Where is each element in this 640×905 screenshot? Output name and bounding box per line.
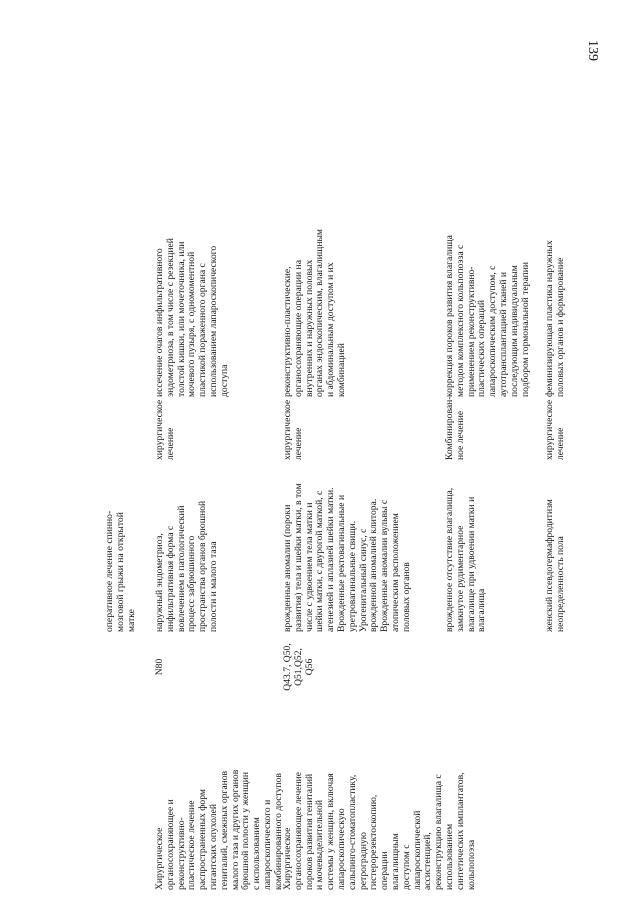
cell-diagnosis: врожденное отсутствие влагалища, замкнутое рудиментарное влагалище при удвоении матки и влагалища — [444, 487, 488, 632]
cell-diagnosis: оперативное лечение спинно- мозговой грыжи на открытой матке — [104, 510, 137, 632]
page-number: 139 — [585, 40, 600, 61]
cell-treatment-method: феминизирующая пластика наружных половых органов и формирование — [544, 240, 566, 397]
rotated-table — [105, 100, 615, 890]
cell-treatment-type: хирургическое лечение — [282, 399, 304, 460]
cell-diagnosis: наружный эндометриоз, инфильтративная форма с вовлечением в патологический процесс забрюшинного пространства органов брюшной полости и малого таза — [154, 500, 219, 632]
cell-icd-code: N80 — [154, 658, 165, 676]
cell-treatment-type: Комбинирован- ное лечение — [444, 396, 466, 460]
cell-procedure: Хирургическое органосохраняющее лечение пороков развития гениталий и мочевыделительной системы у женщин, включая лапароскопическую сальпинго-стоматопластику, ретроградную гистерорезектоскопию, операции влагалищным доступом с лапароскопической ассистенцией, реконструкцию влагалища с использованием синтетических имплантатов, кольпопоэза — [282, 771, 477, 890]
cell-treatment-type: хирургическое лечение — [154, 399, 176, 460]
cell-diagnosis: женский псевдогермафродитизм неопределенность пола — [544, 499, 566, 632]
cell-treatment-type: хирургическое лечение — [544, 399, 566, 460]
cell-icd-code: Q43.7, Q50, Q51,Q52, Q56 — [282, 643, 315, 691]
cell-treatment-method: коррекция пороков развития влагалища методом комплексного кольпопоэза с применением реконструктивно- пластических операций лапароскопическим доступом, с аутотрансплантацией тканей и последующим индивидуальным подбором гормональной терапии — [444, 235, 531, 397]
cell-diagnosis: врожденные аномалии (пороки развития) тела и шейки матки, в том числе с удвоением тела матки и шейки матки, с двурогой маткой, с агенезией и аплазией шейки матки. Врожденные ректовагинальные и уретровагинальные свищи. Урогенитальный синус, с врожденной аномалией клитора. Врожденные аномалии вульвы с атопическим расположением половых органов — [282, 483, 412, 632]
cell-treatment-method: иссечение очагов инфильтративного эндометриоза, в том числе с резекцией толстой кишки, или мочеточника, или мочевого пузыря, с одномоментной пластикой пораженного органа с использованием лапароскопического доступа — [154, 238, 230, 397]
cell-procedure: Хирургическое органосохраняющее и реконструктивно- пластическое лечение распространенных форм гигантских опухолей гениталий, смежных органов малого таза и других органов брюшной полости у женщин с использованием лапароскопического и комбинированного доступов — [154, 769, 284, 890]
cell-treatment-method: реконструктивно-пластические, органосохраняющие операции на внутренних и наружных половых органах эндоскопическим, влагалищным и абдоминальным доступом и их комбинацией — [282, 229, 347, 397]
